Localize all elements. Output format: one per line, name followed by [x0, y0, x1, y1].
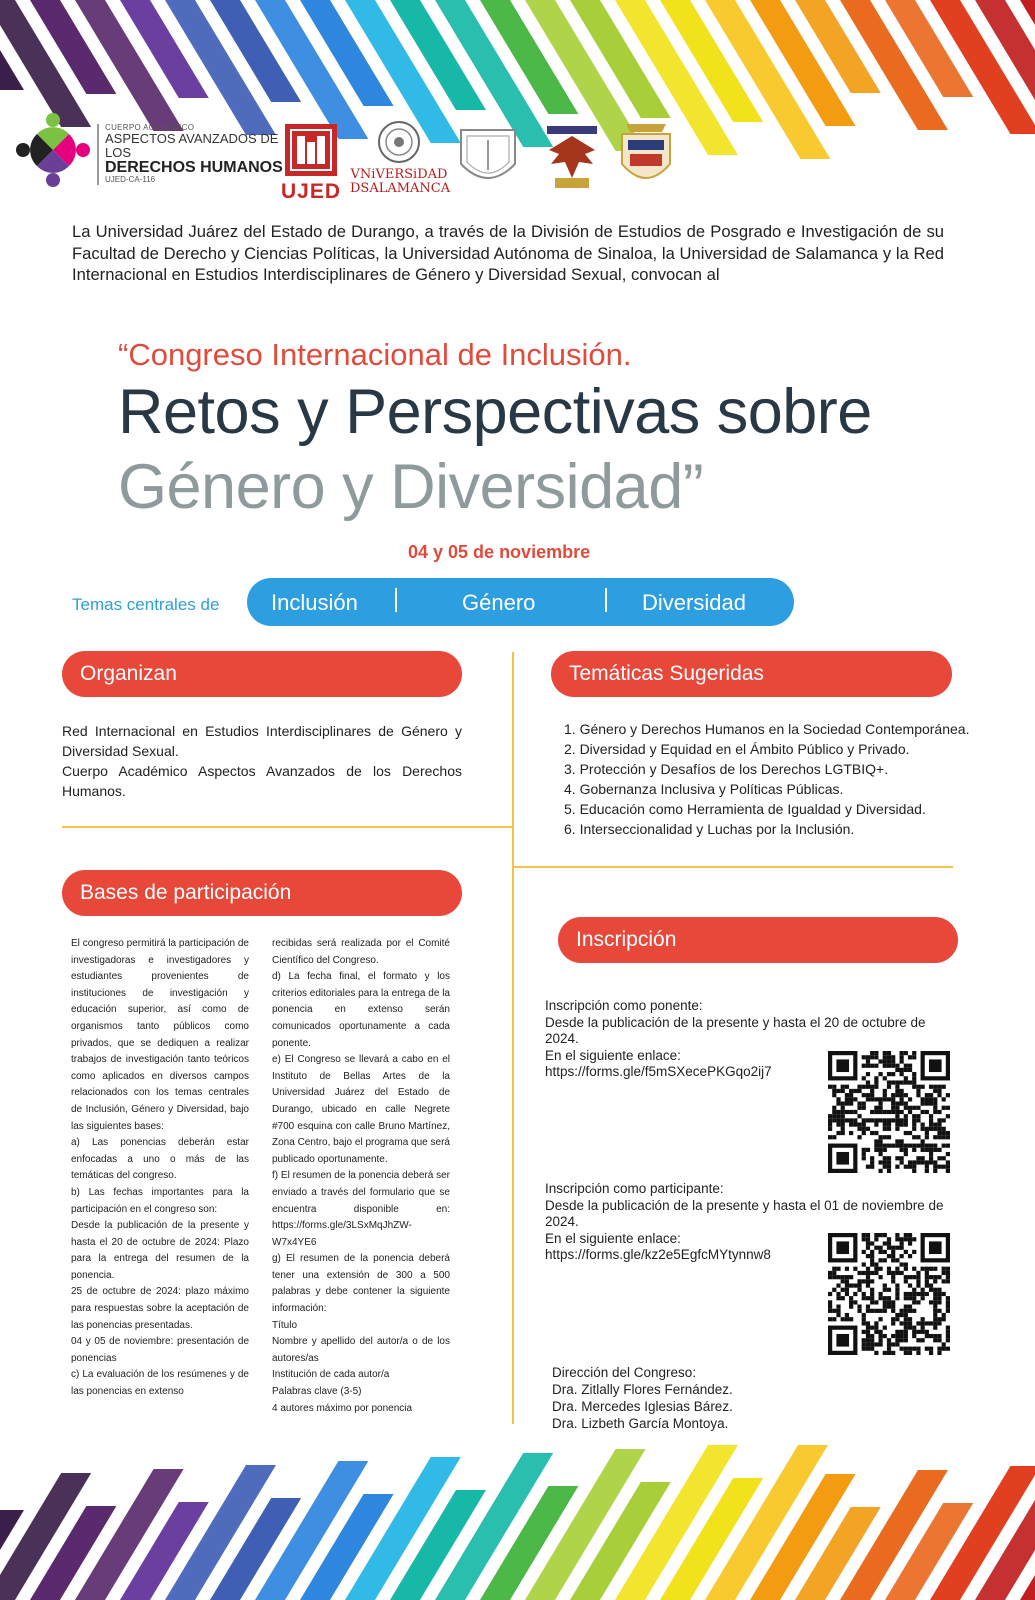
list-item: 2. Diversidad y Equidad en el Ámbito Público y Privado.	[564, 741, 910, 757]
list-item: 1. Género y Derechos Humanos en la Sociedad Contemporánea.	[564, 721, 970, 737]
cuerpo-line1: CUERPO ACADÉMICO	[105, 123, 195, 132]
intro-paragraph: La Universidad Juárez del Estado de Durango, a través de la División de Estudios de Posgrado e Investigación de su Facultad de Derecho y Ciencias Políticas, la Universidad Autónoma de Sinaloa, la Universidad de Salamanca y la Red Internacional en Estudios Interdisciplinares de Género y Diversidad Sexual, convocan al	[72, 222, 944, 284]
cuerpo-academico-logo	[15, 112, 285, 190]
title-line2: Retos y Perspectivas sobre	[118, 377, 872, 447]
temas-pill	[247, 578, 794, 626]
horizontal-divider-left	[62, 826, 512, 828]
list-item: 3. Protección y Desafíos de los Derechos LGTBIQ+.	[564, 761, 889, 777]
tema-diversidad: Diversidad	[642, 590, 746, 615]
cuerpo-line2: ASPECTOS AVANZADOS DE LOS	[105, 131, 279, 161]
tematicas-heading: Temáticas Sugeridas	[551, 651, 952, 697]
qr-code-ponente-icon[interactable]	[828, 1051, 950, 1173]
organizan-heading: Organizan	[62, 651, 462, 697]
inscripcion-ponente: Inscripción como ponente: Desde la publicación de la presente y hasta el 20 de octubre de 2024. En el siguiente enlace: https://forms.gle/f5mSXecePKGqo2ij7	[545, 998, 926, 1079]
bases-column-1: El congreso permitirá la participación de investigadoras e investigadores y estudiantes provenientes de instituciones de investigación y educación superior, así como de organismos tanto públicos como privados, que se dediquen a realizar trabajos de investigación tanto teóricos como aplicados en diversos campos relacionados con los temas centrales de Inclusión, Género y Diversidad, bajo las siguientes bases: a) Las ponencias deberán estar enfocadas a uno o más de las temáticas del congreso. b) Las fechas importantes para la participación en el congreso son: Desde la publicación de la presente y hasta el 20 de octubre de 2024: Plazo para la entrega del resumen de la ponencia. 25 de octubre de 2024: plazo máximo para respuestas sobre la aceptación de las ponencias presentadas. 04 y 05 de noviembre: presentación de ponencias c) La evaluación de los resúmenes y de las ponencias en extenso	[71, 938, 249, 1398]
ujed-logo	[280, 122, 342, 206]
ujed-building-icon	[283, 122, 339, 178]
title-line1: “Congreso Internacional de Inclusión.	[118, 337, 632, 372]
tema-inclusion: Inclusión	[271, 590, 358, 615]
bottom-rainbow-stripes	[0, 1445, 1035, 1600]
faculty-crest-icon	[612, 120, 680, 194]
tema-genero: Género	[462, 590, 536, 615]
tema-separator	[395, 588, 397, 612]
qr-code-participante-icon[interactable]	[828, 1233, 950, 1355]
horizontal-divider-right	[513, 866, 953, 868]
salamanca-seal-icon	[377, 120, 421, 164]
list-item: 6. Interseccionalidad y Luchas por la Inclusión.	[564, 821, 855, 837]
ujed-label: UJED	[280, 180, 342, 203]
bases-heading: Bases de participación	[62, 870, 462, 916]
eagle-crest-icon	[541, 120, 603, 194]
inscripcion-participante: Inscripción como participante: Desde la publicación de la presente y hasta el 01 de noviembre de 2024. En el siguiente enlace: https://forms.gle/kz2e5EgfcMYtynnw8	[545, 1181, 944, 1262]
list-item: 5. Educación como Herramienta de Igualdad y Diversidad.	[564, 801, 926, 817]
usal-line2: DSALAMANCA	[350, 180, 451, 196]
uas-seal-icon	[455, 124, 521, 194]
cuerpo-line4: UJED-CA-116	[105, 175, 156, 185]
direccion-congreso: Dirección del Congreso: Dra. Zitlally Flores Fernández. Dra. Mercedes Iglesias Bárez. Dra. Lizbeth García Montoya.	[552, 1365, 733, 1431]
usal-line1: VNiVERSiDAD	[350, 167, 448, 182]
title-line3: Género y Diversidad”	[118, 452, 704, 522]
list-item: 4. Gobernanza Inclusiva y Políticas Públicas.	[564, 781, 844, 797]
tematicas-list	[564, 719, 994, 839]
inscripcion-heading: Inscripción	[558, 917, 958, 963]
people-circle-icon	[15, 112, 93, 190]
salamanca-logo	[350, 120, 451, 206]
bases-column-2: recibidas será realizada por el Comité Científico del Congreso. d) La fecha final, el formato y los criterios editoriales para la entrega de la ponencia en extenso serán comunicados oportunamente a cada ponente. e) El Congreso se llevará a cabo en el Instituto de Bellas Artes de la Universidad Juárez del Estado de Durango, ubicado en calle Negrete #700 esquina con calle Bruno Martínez, Zona Centro, bajo el programa que será publicado oportunamente. f) El resumen de la ponencia deberá ser enviado a través del formulario que se encuentra disponible en: https://forms.gle/3LSxMqJhZW-W7x4YE6 g) El resumen de la ponencia deberá tener una extensión de 300 a 500 palabras y debe contener la siguiente información: Título Nombre y apellido del autor/a o de los autores/as Institución de cada autor/a Palabras clave (3-5) 4 autores máximo por ponencia	[272, 938, 450, 1414]
cuerpo-line3: DERECHOS HUMANOS	[105, 158, 283, 176]
organizan-text: Red Internacional en Estudios Interdisciplinares de Género y Diversidad Sexual. Cuerpo Académico Aspectos Avanzados de los Derechos Humanos.	[62, 723, 462, 799]
event-date: 04 y 05 de noviembre	[408, 542, 591, 562]
temas-label: Temas centrales de	[72, 595, 220, 614]
tema-separator	[605, 588, 607, 612]
vertical-divider	[512, 652, 514, 1424]
